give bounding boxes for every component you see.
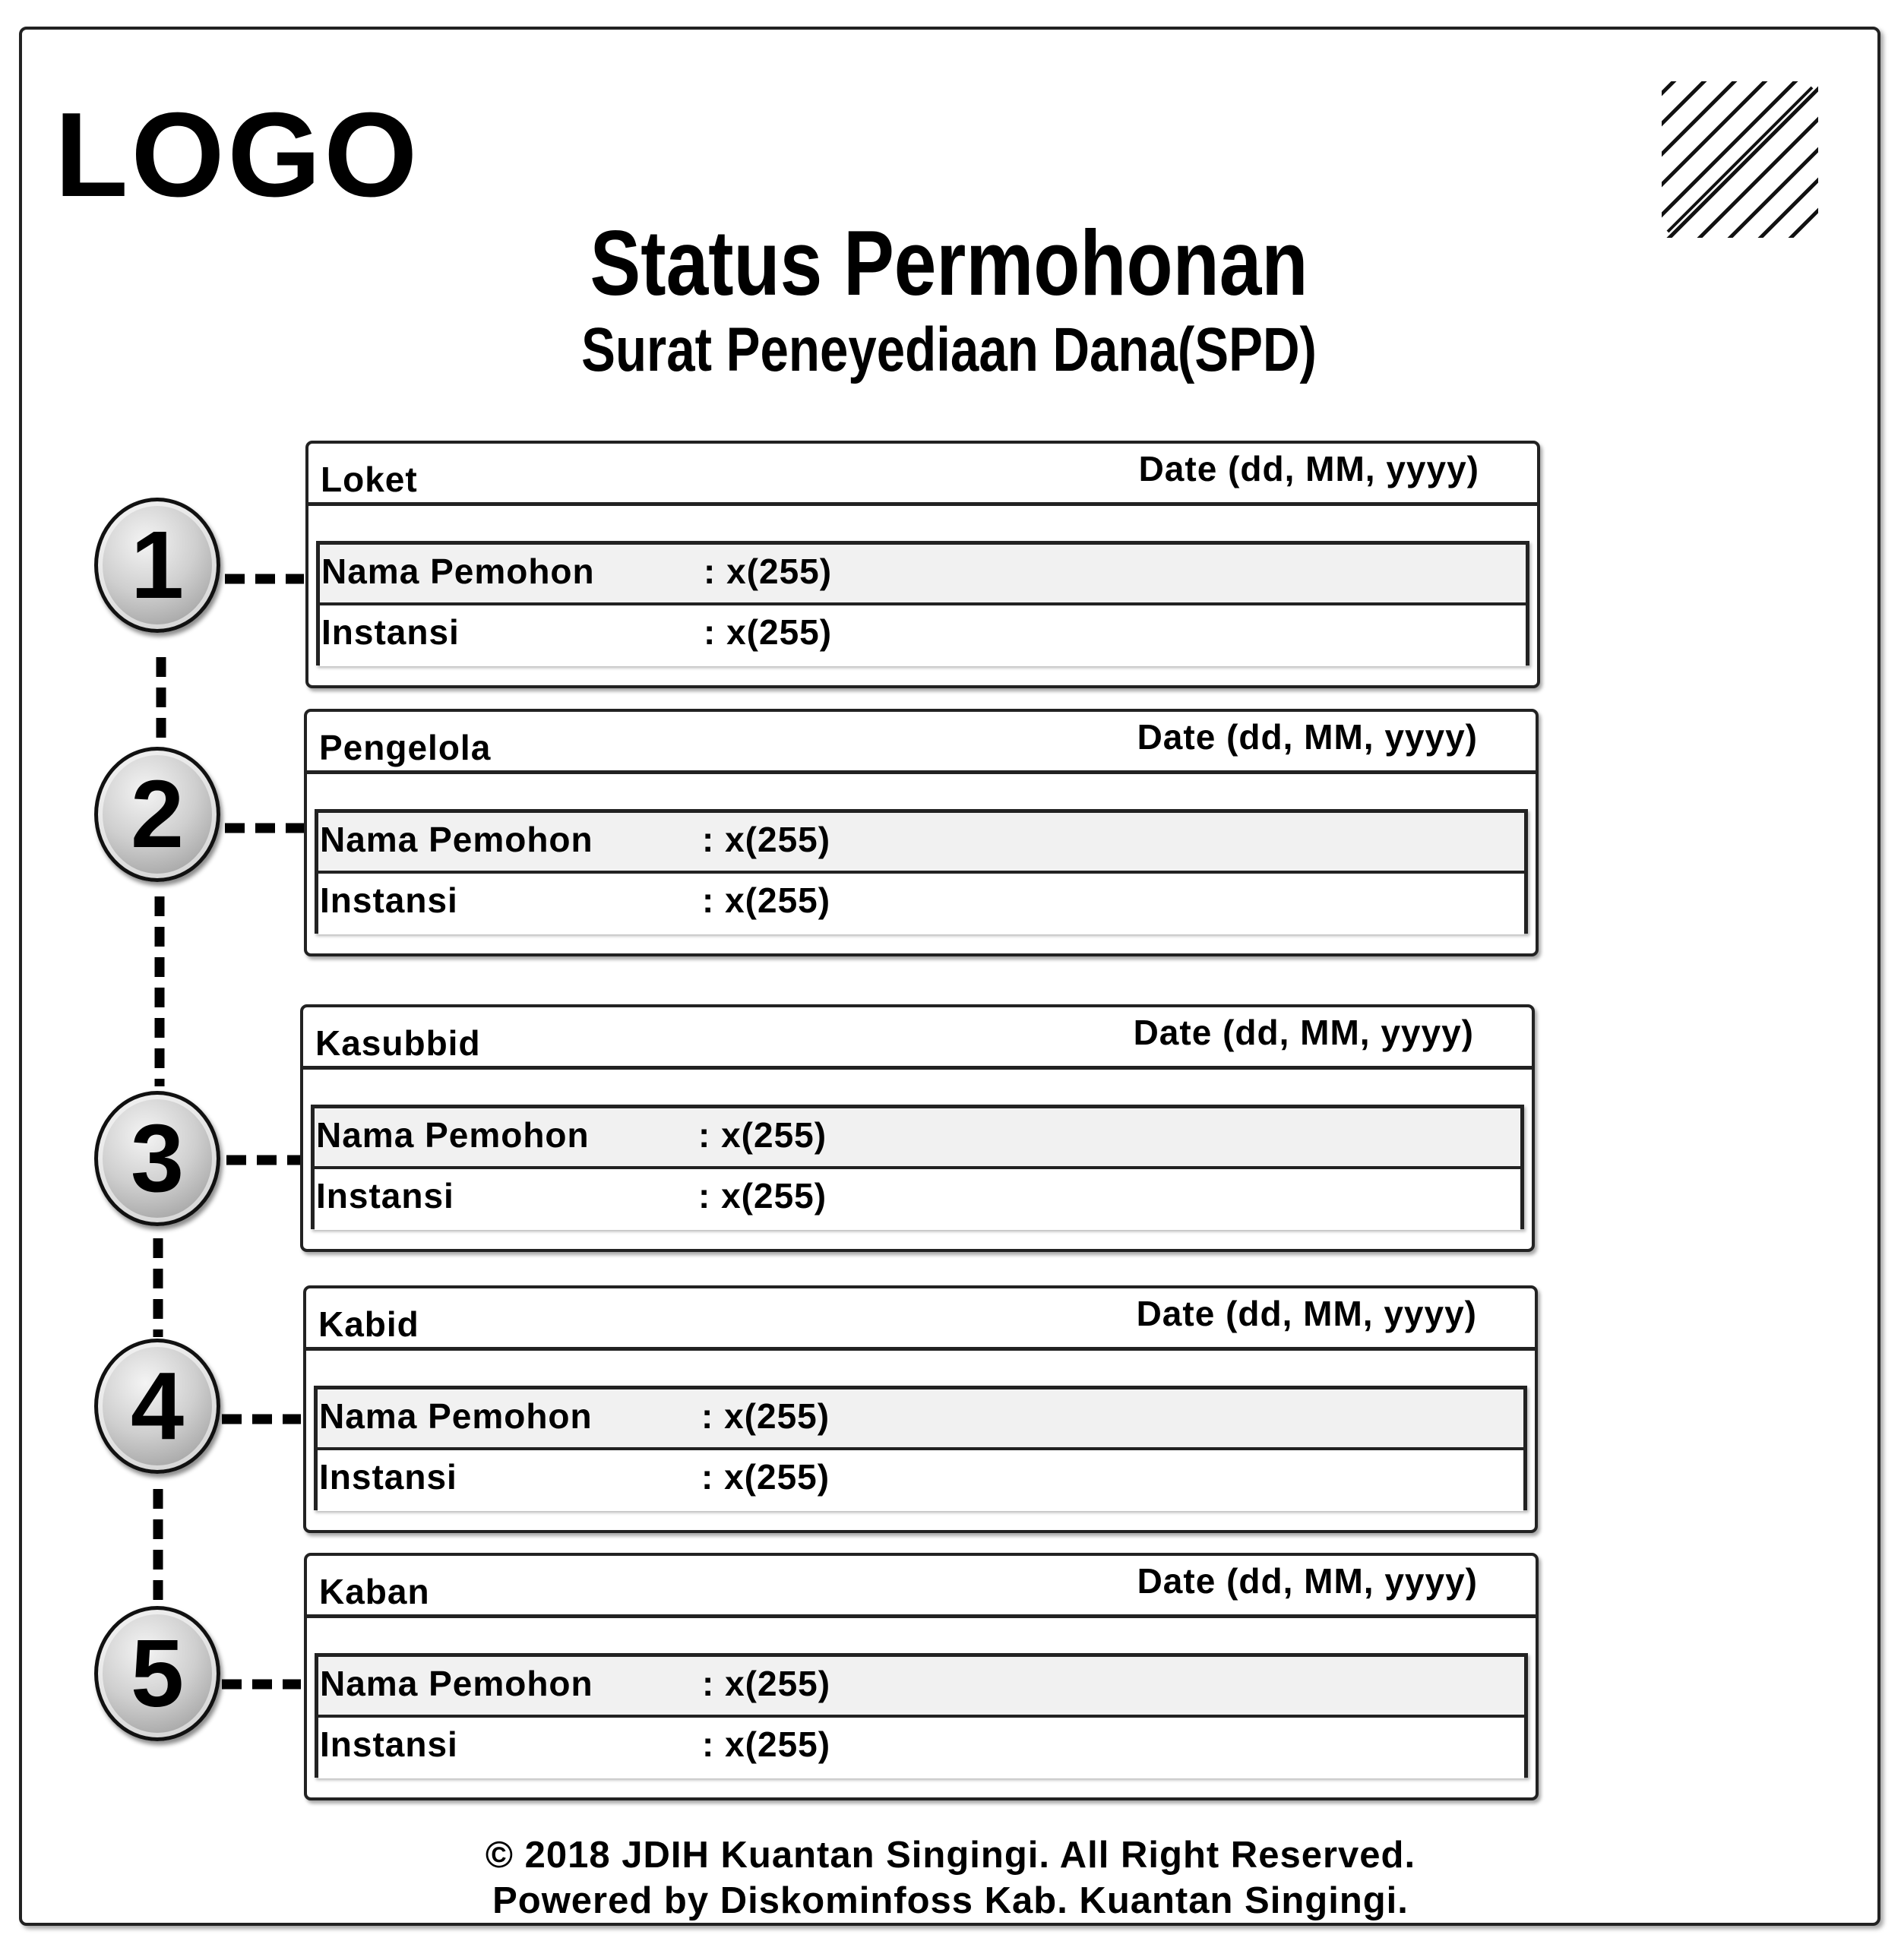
status-card-loket [305,441,1540,688]
card-header [306,1288,1535,1351]
card-fields [315,809,1528,934]
step-badge-3: 3 [94,1091,220,1226]
page-title: Status Permohonan [590,211,1308,315]
card-header [303,1007,1532,1070]
field-label: Instansi [316,1176,454,1216]
field-label: Nama Pemohon [316,1115,590,1155]
card-date: Date (dd, MM, yyyy) [1136,1294,1477,1333]
status-card-kasubbid [300,1004,1535,1252]
field-label: Instansi [321,612,460,652]
field-row-nama-pemohon [318,813,1524,874]
card-date: Date (dd, MM, yyyy) [1133,1013,1474,1052]
step-badge-5: 5 [94,1606,220,1741]
field-row-nama-pemohon [318,1657,1524,1718]
field-value: : x(255) [698,1115,827,1155]
field-row-instansi [315,1169,1520,1230]
card-title: Kabid [318,1304,419,1344]
field-label: Nama Pemohon [319,1396,593,1436]
field-label: Nama Pemohon [320,1664,593,1703]
field-value: : x(255) [704,612,833,652]
card-header [307,1556,1536,1618]
card-title: Pengelola [319,728,492,767]
footer-copyright: © 2018 JDIH Kuantan Singingi. All Right Reserved. [485,1835,1416,1876]
field-label: Instansi [320,880,458,920]
field-value: : x(255) [702,820,831,859]
field-value: : x(255) [702,880,831,920]
card-fields [314,1386,1527,1510]
step-badge-4: 4 [94,1339,220,1474]
card-fields [316,541,1529,665]
card-title: Kasubbid [315,1023,481,1063]
card-title: Loket [321,460,418,499]
status-card-pengelola [304,709,1539,956]
field-value: : x(255) [701,1396,830,1436]
field-row-nama-pemohon [318,1389,1523,1450]
card-fields [315,1653,1528,1778]
field-value: : x(255) [702,1724,831,1764]
field-value: : x(255) [698,1176,827,1216]
field-label: Instansi [320,1724,458,1764]
field-row-instansi [320,605,1526,666]
card-header [307,712,1536,774]
field-value: : x(255) [704,552,833,591]
field-row-nama-pemohon [315,1108,1520,1169]
status-card-kabid [303,1285,1538,1533]
logo-text: LOGO [55,88,421,222]
field-label: Nama Pemohon [320,820,593,859]
card-fields [311,1105,1524,1229]
hatched-image-placeholder-icon [1660,80,1820,239]
field-row-nama-pemohon [320,545,1526,605]
card-header [308,444,1537,506]
field-row-instansi [318,1450,1523,1511]
page-subtitle: Surat Peneyediaan Dana(SPD) [581,315,1317,384]
field-label: Instansi [319,1457,457,1497]
footer-powered-by: Powered by Diskominfoss Kab. Kuantan Singingi. [492,1880,1409,1921]
status-card-kaban [304,1553,1539,1800]
field-value: : x(255) [701,1457,830,1497]
card-title: Kaban [319,1572,430,1611]
step-badge-2: 2 [94,747,220,882]
field-label: Nama Pemohon [321,552,595,591]
step-badge-1: 1 [94,498,220,633]
field-value: : x(255) [702,1664,831,1703]
field-row-instansi [318,1718,1524,1778]
card-date: Date (dd, MM, yyyy) [1137,1561,1478,1601]
card-date: Date (dd, MM, yyyy) [1138,449,1479,488]
card-date: Date (dd, MM, yyyy) [1137,717,1478,757]
field-row-instansi [318,874,1524,934]
